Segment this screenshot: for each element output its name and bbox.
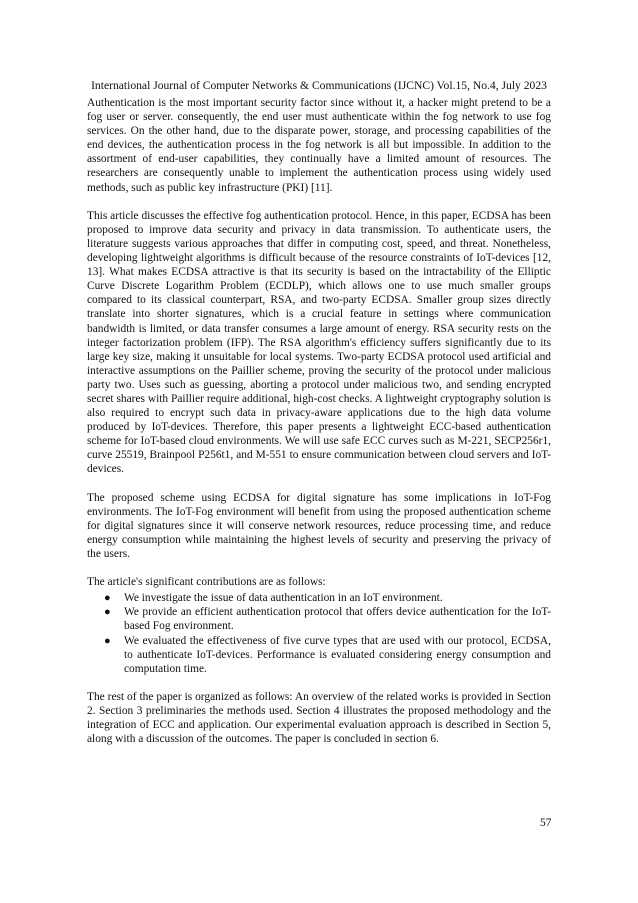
body-text [87,96,551,760]
list-item [104,605,551,633]
list-item-text: We provide an efficient authentication protocol that offers device authentication for the IoT-based Fog environment. [124,606,551,633]
list-item-text: We investigate the issue of data authentication in an IoT environment. [124,592,443,605]
paragraph-authentication: Authentication is the most important security factor since without it, a hacker might pretend to be a fog user or server. consequently, the end user must authenticate within the fog network to use fog services. On the other hand, due to the disparate power, storage, and processing capabilities of the end devices, the authentication process in the fog network is all but impossible. In addition to the assortment of end-user capabilities, they continually have a limited amount of resources. The researchers are consequently unable to implement the authentication process using widely used methods, such as public key infrastructure (PKI) [11]. [87,97,551,194]
paragraph-ecdsa-overview: This article discusses the effective fog authentication protocol. Hence, in this paper, ECDSA has been proposed to improve data security and privacy in data transmission. To authenticate users, the literature suggests various approaches that differ in computing cost, speed, and threat. Nonetheless, developing lightweight algorithms is difficult because of the resource constraints of IoT-devices [12, 13]. What makes ECDSA attractive is that its security is based on the intractability of the Elliptic Curve Discrete Logarithm Problem (ECDLP), which allows one to use much smaller groups compared to its classical counterpart, RSA, and two-party ECDSA. Smaller group sizes directly translate into shorter signatures, which is a crucial feature in settings where communication bandwidth is limited, or data transfer consumes a large amount of energy. RSA security rests on the integer factorization problem (IFP). The RSA algorithm's efficiency suffers significantly due to its large key size, making it unsuitable for local systems. Two-party ECDSA protocol used artificial and interactive assumptions on the Paillier scheme, proving the security of the protocol under malicious party two. Uses such as guessing, aborting a protocol under malicious two, and sending encrypted secret shares with Paillier require additional, high-cost checks. A lightweight cryptography solution is also required to encrypt such data in privacy-aware applications due to the high data volume produced by IoT-devices. Therefore, this paper presents a lightweight ECC-based authentication scheme for IoT-based cloud environments. We will use safe ECC curves such as M-221, SECP256r1, curve 25519, Brainpool P256t1, and M-551 to ensure communication between cloud servers and IoT-devices. [87,209,551,476]
bullet-icon: ● [104,634,111,647]
running-header: International Journal of Computer Networks & Communications (IJCNC) Vol.15, No.4, July 2023 [91,79,547,92]
list-item-text: We evaluated the effectiveness of five curve types that are used with our protocol, ECDSA, to authenticate IoT-devices. Performance is evaluated considering energy consumption and computation time. [124,634,551,675]
list-item [104,591,551,605]
bullet-icon: ● [104,606,111,619]
bullet-icon: ● [104,592,111,605]
list-item [104,634,551,676]
page-number: 57 [540,817,552,829]
contributions-list [87,591,551,676]
paragraph-paper-organization: The rest of the paper is organized as follows: An overview of the related works is provided in Section 2. Section 3 preliminaries the methods used. Section 4 illustrates the proposed methodology and the integration of ECC and application. Our experimental evaluation approach is described in Section 5, along with a discussion of the outcomes. The paper is concluded in section 6. [87,690,551,746]
contributions-intro: The article's significant contributions are as follows: [87,576,326,589]
paragraph-iot-fog-implications: The proposed scheme using ECDSA for digital signature has some implications in IoT-Fog environments. The IoT-Fog environment will benefit from using the proposed authentication scheme for digital signatures since it will conserve network resources, reduce processing time, and reduce energy consumption while maintaining the highest levels of security and preserving the privacy of the users. [87,491,551,560]
